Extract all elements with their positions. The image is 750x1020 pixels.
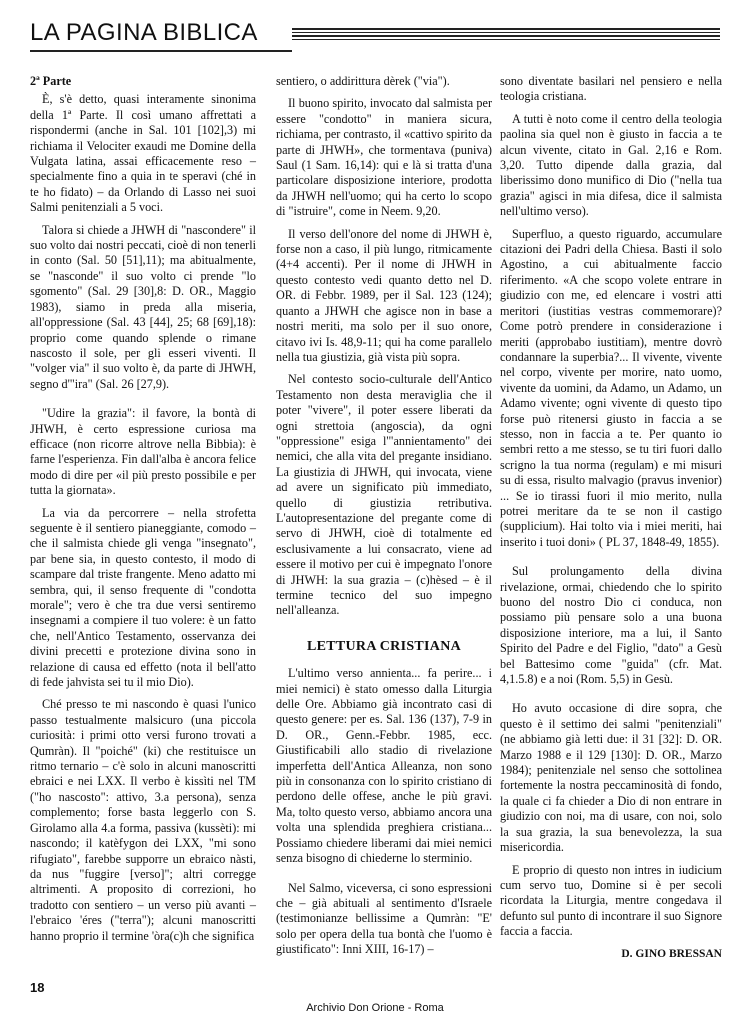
paragraph: È, s'è detto, quasi interamente sinonima della 1ª Parte. Il così umano affrettati a rispondermi (anche in Sal. 101 [102],3) mi richiama il Velociter exaudi me Domine della Vulgata latina, assai efficacemente reso – specialmente fino a quia in te speravi (ché in te ho fidato) – da Orlando di Lasso nei suoi Salmi penitenziali a 5 voci. <box>30 92 256 215</box>
page-header <box>30 18 720 52</box>
paragraph: Nel contesto socio-culturale dell'Antico Testamento non desta meraviglia che il poter "vivere", il poter essere liberati da ogni strettoia (angoscia), da ogni "oppressione" esiga l'"annientamento" dei nemici, che alla vita del pregante insidiano. La giustizia di JHWH, qui invocata, viene ad avere un significato più immediato, quello di giustizia retributiva. L'autopresentazione del pregante come di servo di JHWH, cioè di totalmente ed esclusivamente a lui consacrato, viene ad essere il motivo per cui è impegnato l'onore di JHWH: la sua grazia – (c)hèsed – è il termine tecnico del suo impegno nell'alleanza. <box>276 372 492 618</box>
column-1 <box>30 74 256 951</box>
paragraph: A tutti è noto come il centro della teologia paolina sia quel non è giusto in faccia a te alcun vivente, citato in Gal. 2,16 e Rom. 3,20. Tutto dipende dalla grazia, dal liberissimo dono munifico di Dio ("nella tua grazia" agisci in mia difesa, dice il salmista nell'ultimo verso). <box>500 111 722 219</box>
paragraph: Ché presso te mi nascondo è quasi l'unico passo testualmente malsicuro (una piccola curiosità: i primi otto versi furono trovati a Qumràn). Il "poiché" (ki) che restituisce un ritmo ternario – c'è solo in alcuni manoscritti ebraici e nei LXX. Il verbo è kissìti nel TM ("ho nascosto": attivo, 3.a persona), senza complemento; forse basta leggerlo con S. Girolamo alla 4.a forma, passiva (kussèti): mi nascondo; il katèfygon dei LXX, "mi sono rifugiato", farebbe supporre un ebraico nàsti, da nus "fuggire [verso]"; altri corregge altrimenti. A proposito di correzioni, ho tradotto con sentiero – un verso più avanti – l'ebraico 'éres ("terra"); alcuni manoscritti hanno proprio il termine 'òra(c)h che significa <box>30 697 256 943</box>
paragraph: Nel Salmo, viceversa, ci sono espressioni che – già abituali al sentimento d'Israele (testimonianze bellissime a Qumràn: "E' solo per opera della tua bontà che l'uomo è giustificato": Inni XIII, 16-17) – <box>276 880 492 957</box>
column-3 <box>500 74 722 962</box>
section-heading: LETTURA CRISTIANA <box>306 638 462 654</box>
part-heading: 2ª Parte <box>30 74 72 88</box>
paragraph: Sul prolungamento della divina rivelazione, ormai, chiedendo che lo spirito buono del nostro Dio ci conduca, non possiamo più pensare solo a una buona disposizione interiore, ma a lui, il Santo Spirito del Padre e del Figlio, "dato" a Gesù bel Battesimo come "guida" (cfr. Mat. 4,1.5.8) e a noi (Rom. 5,5) in Gesù. <box>500 564 722 687</box>
paragraph: "Udire la grazia": il favore, la bontà di JHWH, è certo espressione curiosa ma efficace (non ricorre altrove nella Bibbia): è farne l'esperienza. Fin dall'alba è ancora felice modo di dire per «il più presto possibile e per tutta la giornata». <box>30 406 256 498</box>
paragraph: La via da percorrere – nella strofetta seguente è il sentiero pianeggiante, comodo – che il salmista chiede gli venga "insegnato", par bene sia, in questo contesto, il modo di scampare dal triste frangente. Meno adatto mi sembra, qui, il senso frequente di "condotta morale"; vero è che tra due versi sentiremo insegnami a compiere il tuo volere: è un fatto che, nell'Antico Testamento, osservanza dei divini precetti e protezione divina sono in relazione di causa ed effetto (nota il bell'atto di fede jahvista sei tu il mio Dio). <box>30 505 256 690</box>
paragraph: Il verso dell'onore del nome di JHWH è, forse non a caso, il più lungo, ritmicamente (4+4 accenti). Per il nome di JHWH in questo contesto vedi quanto detto nel D. OR. di Febbr. 1989, per il Sal. 123 (124); quanto a JHWH che agisce non in base a nostri meriti, ma solo per il suo onore, citavo ivi Is. 48,9-11; qui ha come parallelo nella tua giustizia, già vista più sopra. <box>276 226 492 364</box>
header-rules <box>292 28 720 42</box>
section-title-header: LA PAGINA BIBLICA <box>30 19 258 46</box>
archive-footer: Archivio Don Orione - Roma <box>306 1002 444 1014</box>
paragraph: Il buono spirito, invocato dal salmista per essere "condotto" in maniera sicura, richiama, per contrasto, il «cattivo spirito da parte di JHWH», che tormentava (puniva) Saul (1 Sam. 16,14): qui e là si tratta d'una particolare disposizione interiore, prodotta da JHWH nell'uomo; qui ha certo lo scopo di "istruire", come in Neem. 9,20. <box>276 96 492 219</box>
page-number: 18 <box>30 980 45 995</box>
header-underline <box>30 50 292 52</box>
author-signature: D. GINO BRESSAN <box>621 947 722 960</box>
paragraph: sentiero, o addirittura dèrek ("via"). <box>276 74 450 88</box>
paragraph: Ho avuto occasione di dire sopra, che questo è il settimo dei salmi "penitenziali" (ne abbiamo già letti due: il 31 [32]: D. OR. Marzo 1988 e il 129 [130]: D. OR., Marzo 1984); penitenziale nel senso che sottolinea fortemente la nostra peccaminosità di fondo, la quale ci fa chieder a Dio di non entrare in giudizio con noi, ma di usare, con noi, solo la sua grazia, la sua benevolezza, la sua misericordia. <box>500 701 722 855</box>
column-2 <box>276 74 492 965</box>
paragraph: L'ultimo verso annienta... fa perire... i miei nemici) è stato omesso dalla Liturgia delle Ore. Abbiamo già incontrato casi di questo genere: per es. Sal. 136 (137), 7-9 in D. OR., Genn.-Febbr. 1985, ecc. Giustificabili allo stadio di rivelazione imperfetta dell'Antica Alleanza, non sono più in consonanza con lo spirito cristiano di perdono delle offese, anche le più gravi. Ma, tolto questo verso, abbiamo ancora una volta una splendida preghiera cristiana... Possiamo chiedere liberami dai miei nemici senza bisogno di chiederne lo sterminio. <box>276 666 492 866</box>
paragraph: Talora si chiede a JHWH di "nascondere" il suo volto dai nostri peccati, cioè di non tenerli in conto (Sal. 50 [51],11); ma abitualmente, se "nasconde" il suo volto ci prende "lo sgomento" (Sal. 29 [30],8: D. OR., Maggio 1983), siamo in preda alla miseria, all'oppressione (Sal. 43 [44], 25; 68 [69],18): proprio come quando splende o rimane nascosto il sole, per gli esseri viventi. Il "volger via" il suo volto è, da parte di JHWH, segno d'"ira" (Sal. 26 [27,9). <box>30 222 256 391</box>
paragraph: sono diventate basilari nel pensiero e nella teologia cristiana. <box>500 74 722 104</box>
paragraph: E proprio di questo non intres in iudicium cum servo tuo, Domine si è per secoli ricordata la Liturgia, mentre congedava il defunto sul punto di incontrare il suo Signore faccia a faccia. <box>500 862 722 939</box>
paragraph: Superfluo, a questo riguardo, accumulare citazioni dei Padri della Chiesa. Basti il solo Agostino, a cui abitualmente faccio riferimento. «A che scopo volete entrare in giudizio con me, ed elencare i vostri atti meritori (iustitias vestras commemorare)? Come potrò prendere in considerazione i meriti (approbabo iustitiam), mentre dovrò condannare la superbia?... Il vivente, vivente nel corpo, vivente per morire, nato uomo, vivente da uomini, da Adamo, un Adamo, un Adamo vivente; ogni vivente di questo tipo forse può ritenersi giusto in faccia a se stesso, non in faccia a te. Per quanto io sembri retto a me stesso, se tu tiri fuori dallo scrigno la tua norma (regulam) e mi misuri su di essa, risulto malvagio (pravus invenior) ... Se io tirassi fuori il mio merito, nulla potrei meritare da te se non il castigo (supplicium). Hai tolto via i miei meriti, hai inserito i tuoi doni» ( PL 37, 1848-49, 1855). <box>500 226 722 549</box>
